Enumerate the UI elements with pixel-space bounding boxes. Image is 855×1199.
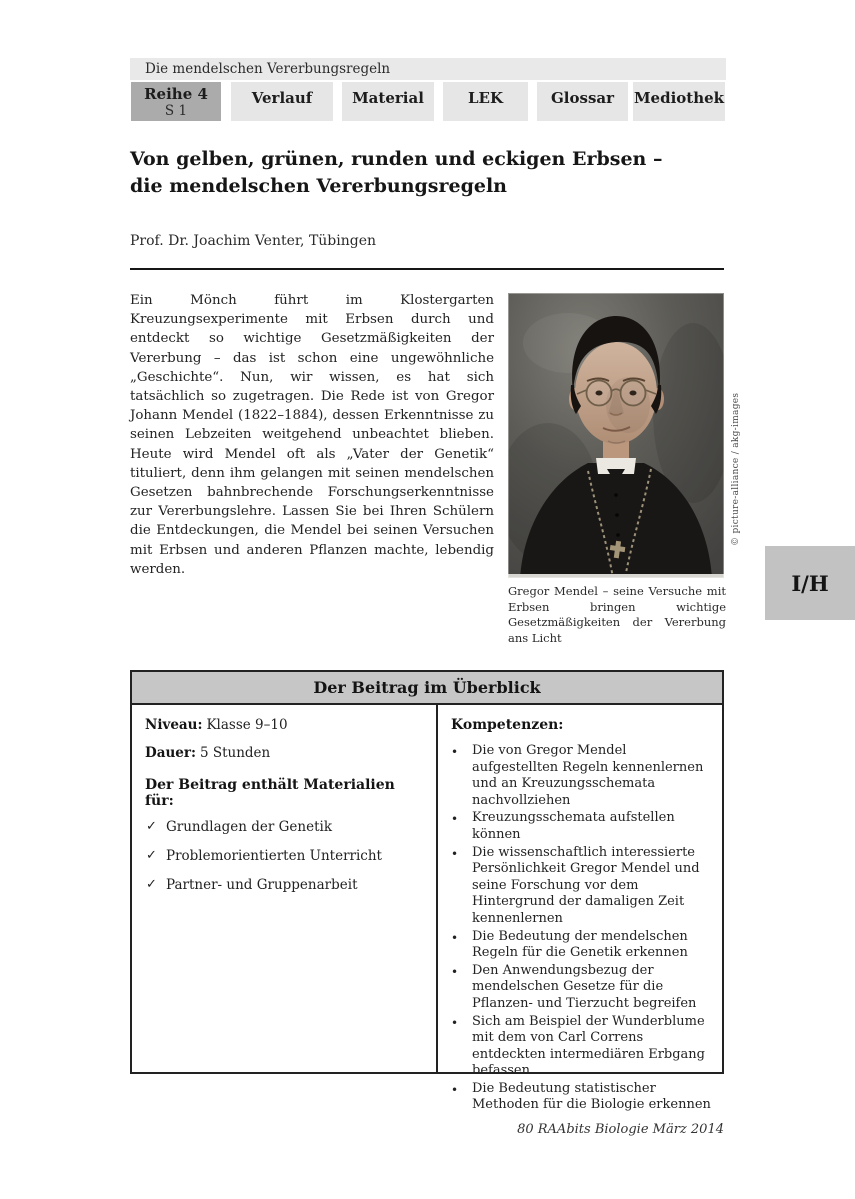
tab-mediothek-label: Mediothek: [633, 89, 725, 107]
tab-mediothek[interactable]: [633, 82, 725, 121]
dauer-label: Dauer:: [145, 745, 196, 761]
mendel-portrait-svg: [508, 293, 724, 578]
series-title-bar: [130, 58, 726, 80]
kompetenz-item: [451, 963, 714, 1013]
tab-lek[interactable]: [443, 82, 528, 121]
page-footer: 80 RAAbits Biologie März 2014: [517, 1122, 724, 1137]
bullet-icon: •: [451, 846, 459, 861]
kompetenz-item: [451, 1014, 714, 1080]
kompetenz-text: Die Bedeutung statistischer Methoden für die Biologie erkennen: [472, 1080, 711, 1113]
dauer-row: [145, 745, 424, 761]
page-title-line1: Von gelben, grünen, runden und eckigen Erbsen –: [130, 148, 663, 170]
intro-paragraph: Ein Mönch führt im Klostergarten Kreuzungsexperimente mit Erbsen durch und entdeckt so wichtige Gesetzmäßigkeiten der Vererbung – das ist schon eine ungewöhnliche „Geschichte“. Nun, wir wissen, es hat sich tatsächlich so zugetragen. Die Rede ist von Gregor Johann Mendel (1822–1884), dessen Erkenntnisse zu seinen Lebzeiten weitgehend unbeachtet blieben. Heute wird Mendel oft als „Vater der Genetik“ tituliert, denn ihm gelangen mit seinen mendelschen Gesetzen bahnbrechende Forschungserkenntnisse zur Vererbungslehre. Lassen Sie bei Ihren Schülern die Entdeckungen, die Mendel bei seinen Versuchen mit Erbsen und anderen Pflanzen machte, lebendig werden.: [130, 293, 494, 577]
materials-heading: Der Beitrag enthält Materialien für:: [145, 777, 395, 809]
kompetenz-text: Die von Gregor Mendel aufgestellten Regeln kennenlernen und an Kreuzungsschemata nachvollziehen: [472, 743, 704, 808]
series-title-label: Die mendelschen Vererbungsregeln: [145, 61, 391, 77]
check-icon: ✓: [146, 877, 157, 892]
kompetenzen-heading: Kompetenzen:: [451, 717, 564, 733]
kompetenzen-list: [451, 743, 714, 1114]
section-badge: [765, 546, 855, 620]
author-line: Prof. Dr. Joachim Venter, Tübingen: [130, 233, 377, 249]
material-item: [146, 819, 424, 835]
bullet-icon: •: [451, 812, 459, 827]
check-icon: ✓: [146, 848, 157, 863]
material-item-label: Partner- und Gruppenarbeit: [166, 877, 358, 893]
kompetenz-item: [451, 1081, 714, 1114]
kompetenz-text: Die wissenschaftlich interessierte Persönlichkeit Gregor Mendel und seine Forschung vor dem Hintergrund der damaligen Zeit kennenlernen: [472, 844, 700, 926]
dauer-value: 5 Stunden: [199, 745, 271, 761]
kompetenz-item: [451, 845, 714, 928]
niveau-label: Niveau:: [145, 717, 203, 733]
niveau-value: Klasse 9–10: [206, 717, 288, 733]
material-item-label: Grundlagen der Genetik: [166, 819, 333, 835]
kompetenz-text: Die Bedeutung der mendelschen Regeln für die Genetik erkennen: [472, 928, 688, 961]
kompetenz-item: [451, 929, 714, 962]
tab-reihe-active[interactable]: [131, 82, 221, 121]
kompetenz-text: Den Anwendungsbezug der mendelschen Gesetze für die Pflanzen- und Tierzucht begreifen: [472, 962, 697, 1011]
tab-material[interactable]: [342, 82, 434, 121]
bullet-icon: •: [451, 1082, 459, 1097]
tab-reihe-label: Reihe 4: [144, 85, 208, 103]
mendel-portrait-photo: [508, 293, 724, 578]
tab-glossar-label: Glossar: [550, 89, 615, 107]
tab-strip: [131, 82, 731, 121]
check-icon: ✓: [146, 819, 157, 834]
section-badge-label: I/H: [791, 570, 829, 596]
material-item: [146, 848, 424, 864]
overview-right-column: [438, 705, 722, 1113]
photo-credit: © picture-alliance / akg-images: [731, 392, 741, 546]
tab-verlauf-label: Verlauf: [251, 89, 313, 107]
tab-reihe-sublabel: S 1: [164, 103, 188, 119]
tab-lek-label: LEK: [467, 89, 504, 107]
tab-material-label: Material: [352, 89, 424, 107]
overview-box: [130, 670, 724, 1113]
bullet-icon: •: [451, 745, 459, 759]
horizontal-rule: [130, 268, 724, 270]
kompetenz-text: Sich am Beispiel der Wunderblume mit dem von Carl Correns entdeckten intermediären Erbgang befassen: [472, 1013, 706, 1079]
material-item-label: Problemorientierten Unterricht: [166, 848, 382, 864]
tab-glossar[interactable]: [537, 82, 628, 121]
kompetenz-item: [451, 743, 714, 809]
photo-caption: Gregor Mendel – seine Versuche mit Erbsen bringen wichtige Gesetzmäßigkeiten der Vererbung ans Licht: [508, 584, 726, 645]
kompetenz-text: Kreuzungsschemata aufstellen können: [472, 810, 675, 842]
niveau-row: [145, 717, 424, 733]
bullet-icon: •: [451, 1015, 459, 1030]
bullet-icon: •: [451, 930, 459, 945]
page-title: [130, 146, 662, 200]
overview-box-body: [132, 705, 722, 1113]
overview-box-title: Der Beitrag im Überblick: [132, 672, 722, 705]
tab-verlauf[interactable]: [231, 82, 333, 121]
kompetenz-item: [451, 810, 714, 843]
bullet-icon: •: [451, 964, 459, 979]
overview-left-column: [132, 705, 438, 1072]
material-item: [146, 877, 424, 893]
page-title-line2: die mendelschen Vererbungsregeln: [130, 175, 507, 197]
